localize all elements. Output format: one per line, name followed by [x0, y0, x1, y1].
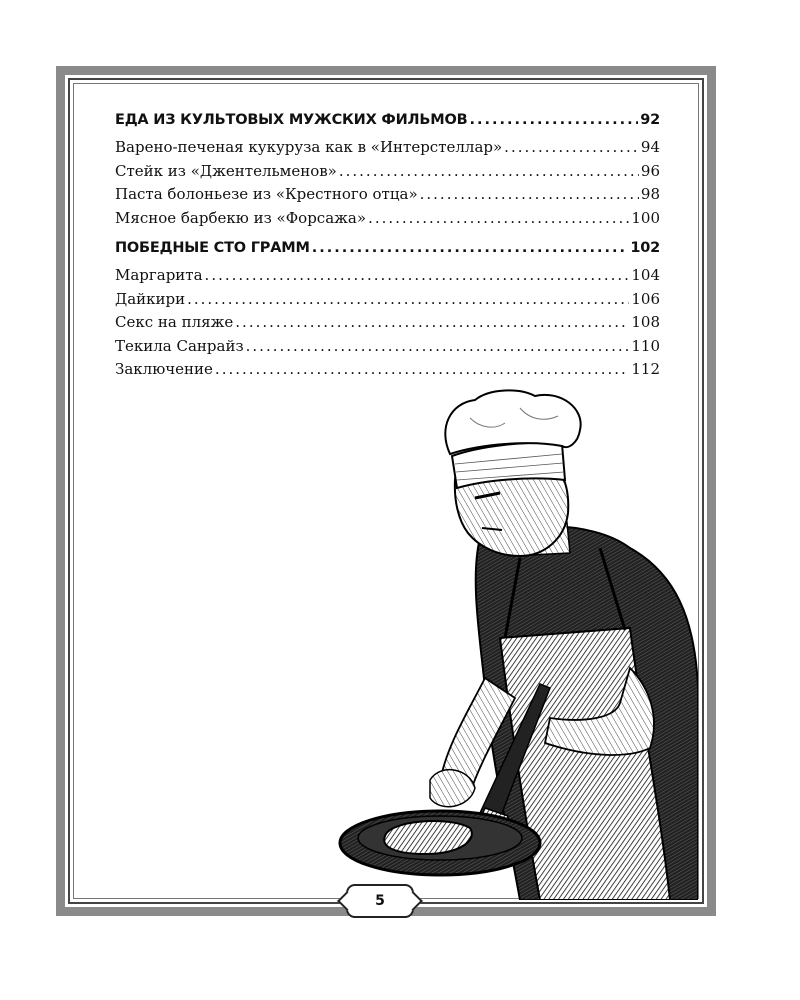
toc-entry-title: Стейк из «Джентельменов»	[115, 161, 337, 180]
toc-section-heading[interactable]	[115, 112, 660, 138]
toc-leader-dots	[187, 290, 629, 308]
toc-entry-title: Мясное барбекю из «Форсажа»	[115, 208, 367, 227]
toc-entry-title: Маргарита	[115, 266, 203, 284]
toc-page-number: 104	[631, 266, 660, 284]
toc-entry-title: Заключение	[115, 360, 213, 378]
toc-leader-dots	[420, 185, 639, 203]
toc-leader-dots	[235, 313, 629, 331]
toc-section-title: ПОБЕДНЫЕ СТО ГРАММ	[115, 240, 310, 256]
toc-leader-dots	[368, 209, 629, 227]
toc-entry[interactable]	[115, 290, 660, 314]
toc-section-heading[interactable]	[115, 240, 660, 266]
steak	[384, 821, 472, 854]
toc-leader-dots	[504, 138, 639, 156]
toc-entry[interactable]	[115, 209, 660, 233]
chef-hat	[445, 390, 580, 454]
table-of-contents	[115, 112, 660, 384]
toc-entry-title: Текила Санрайз	[115, 336, 244, 355]
page-number-badge	[346, 884, 414, 918]
toc-leader-dots	[469, 112, 638, 128]
toc-entry-title: Варено-печеная кукуруза как в «Интерстеллар»	[115, 138, 503, 156]
toc-entry[interactable]	[115, 185, 660, 209]
toc-entry[interactable]	[115, 313, 660, 337]
toc-page-number: 108	[631, 313, 660, 331]
toc-entry[interactable]	[115, 138, 660, 162]
toc-page-number: 96	[640, 161, 660, 180]
page-number: 5	[375, 893, 385, 909]
toc-leader-dots	[205, 266, 630, 284]
toc-page-number: 112	[631, 360, 660, 378]
toc-page-number: 110	[631, 336, 660, 355]
toc-page-number: 98	[640, 185, 660, 203]
toc-entry[interactable]	[115, 266, 660, 290]
toc-page-number: 100	[631, 208, 660, 227]
toc-leader-dots	[246, 337, 630, 355]
toc-page-number: 102	[630, 240, 660, 256]
toc-entry-title: Паста болоньезе из «Крестного отца»	[115, 185, 418, 203]
toc-leader-dots	[312, 240, 629, 256]
toc-section-title: ЕДА ИЗ КУЛЬТОВЫХ МУЖСКИХ ФИЛЬМОВ	[115, 112, 468, 128]
toc-page-number: 106	[631, 289, 660, 308]
toc-entry[interactable]	[115, 162, 660, 186]
toc-leader-dots	[215, 360, 629, 378]
toc-entry-title: Дайкири	[115, 289, 186, 308]
toc-leader-dots	[339, 162, 639, 180]
toc-entry[interactable]	[115, 360, 660, 384]
toc-entry[interactable]	[115, 337, 660, 361]
toc-page-number: 94	[640, 138, 660, 156]
toc-page-number: 92	[640, 112, 660, 128]
chef-illustration	[330, 388, 698, 900]
toc-entry-title: Секс на пляже	[115, 313, 234, 331]
